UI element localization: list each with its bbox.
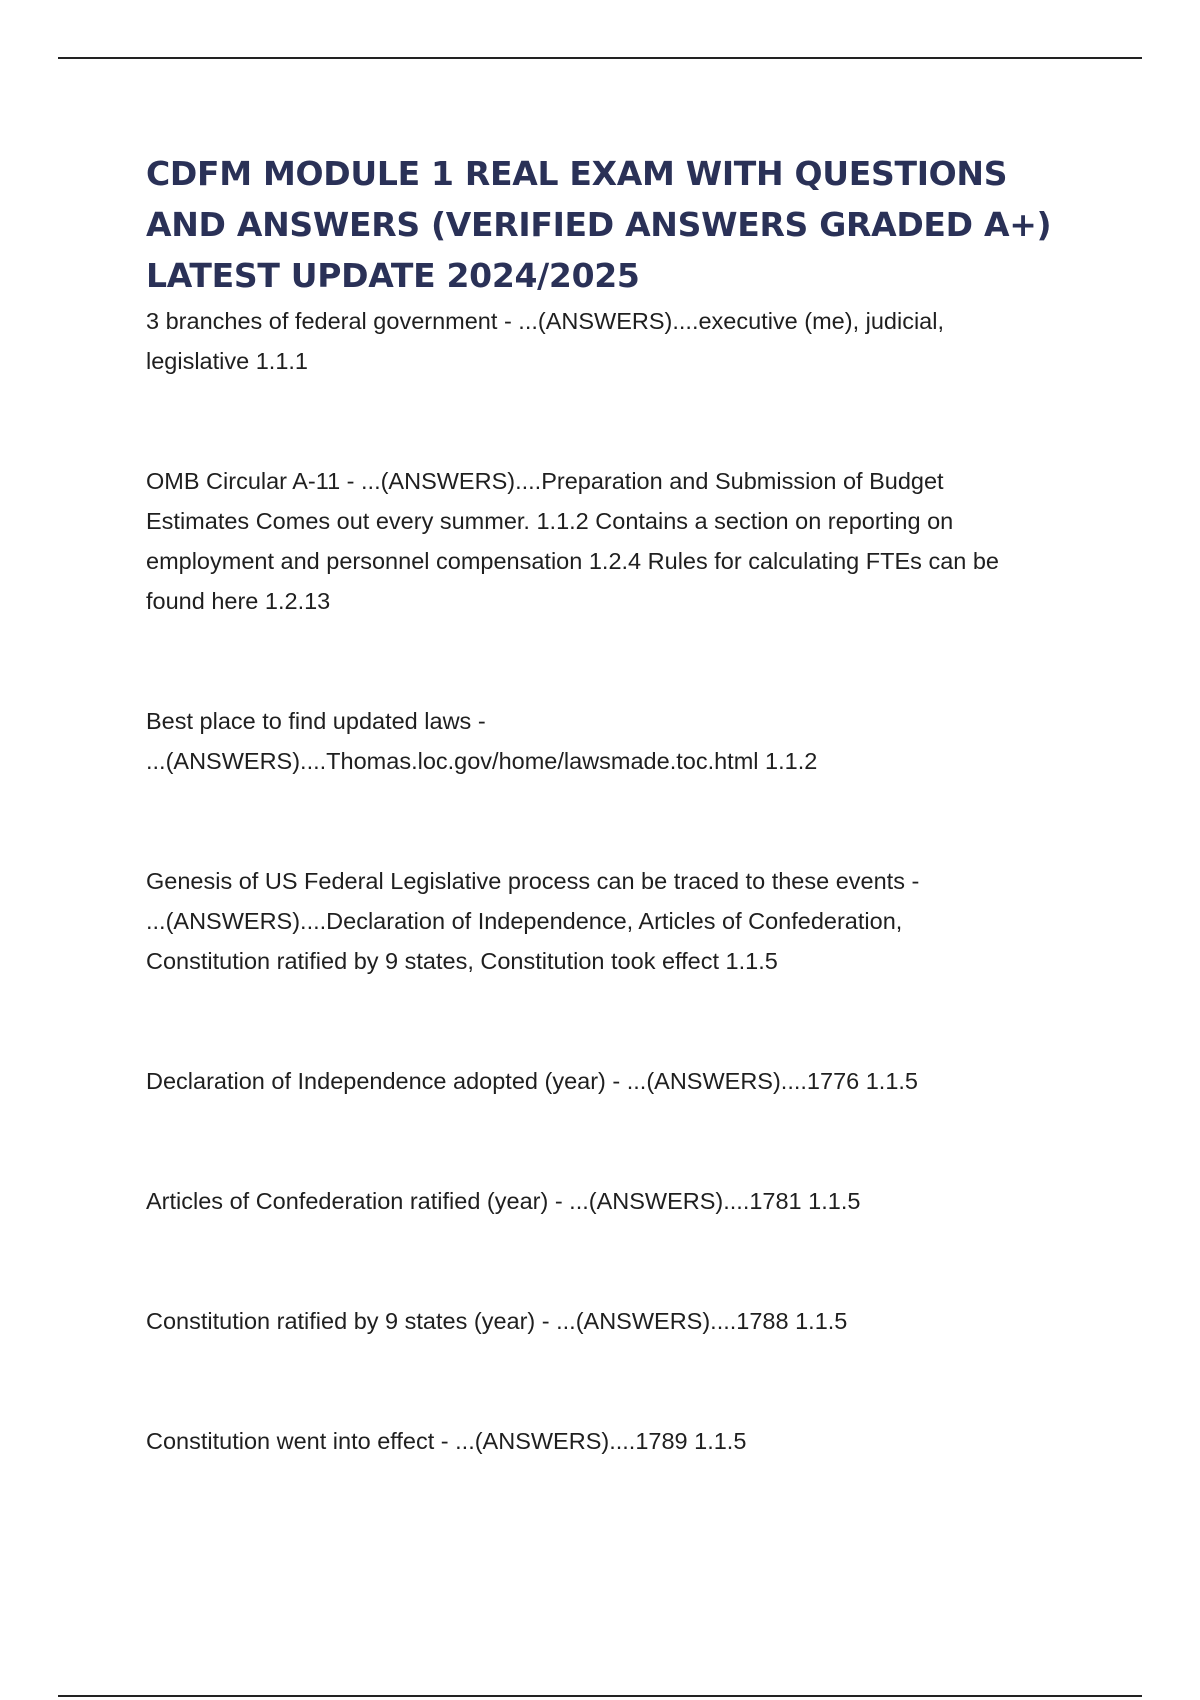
qa-line: Constitution went into effect - ...(ANSWERS)....1789 1.1.5 (146, 1428, 747, 1454)
qa-entry (146, 301, 1086, 381)
qa-line: Genesis of US Federal Legislative process can be traced to these events - (146, 868, 920, 894)
qa-list (146, 301, 1086, 1461)
qa-line: Best place to find updated laws - (146, 708, 486, 734)
qa-entry (146, 1421, 1086, 1461)
qa-line: Constitution ratified by 9 states, Constitution took effect 1.1.5 (146, 948, 778, 974)
qa-line: found here 1.2.13 (146, 588, 331, 614)
title-line: LATEST UPDATE 2024/2025 (146, 256, 640, 295)
qa-line: Estimates Comes out every summer. 1.1.2 Contains a section on reporting on (146, 508, 954, 534)
qa-line: Articles of Confederation ratified (year) - ...(ANSWERS)....1781 1.1.5 (146, 1188, 861, 1214)
qa-entry (146, 1181, 1086, 1221)
qa-entry (146, 1061, 1086, 1101)
document-body (146, 148, 1086, 1461)
qa-line: legislative 1.1.1 (146, 348, 308, 374)
qa-entry (146, 701, 1086, 781)
footer-rule (58, 1695, 1142, 1697)
header-rule (58, 57, 1142, 59)
title-line: CDFM MODULE 1 REAL EXAM WITH QUESTIONS (146, 154, 1008, 193)
qa-line: OMB Circular A-11 - ...(ANSWERS)....Preparation and Submission of Budget (146, 468, 944, 494)
qa-line: ...(ANSWERS)....Declaration of Independence, Articles of Confederation, (146, 908, 903, 934)
title-line: AND ANSWERS (VERIFIED ANSWERS GRADED A+) (146, 205, 1052, 244)
qa-line: ...(ANSWERS)....Thomas.loc.gov/home/lawsmade.toc.html 1.1.2 (146, 748, 818, 774)
qa-line: Declaration of Independence adopted (year) - ...(ANSWERS)....1776 1.1.5 (146, 1068, 919, 1094)
qa-entry (146, 861, 1086, 981)
qa-entry (146, 461, 1086, 621)
qa-line: 3 branches of federal government - ...(ANSWERS)....executive (me), judicial, (146, 308, 945, 334)
qa-line: Constitution ratified by 9 states (year) - ...(ANSWERS)....1788 1.1.5 (146, 1308, 848, 1334)
document-title (146, 148, 1086, 301)
qa-line: employment and personnel compensation 1.2.4 Rules for calculating FTEs can be (146, 548, 999, 574)
qa-entry (146, 1301, 1086, 1341)
